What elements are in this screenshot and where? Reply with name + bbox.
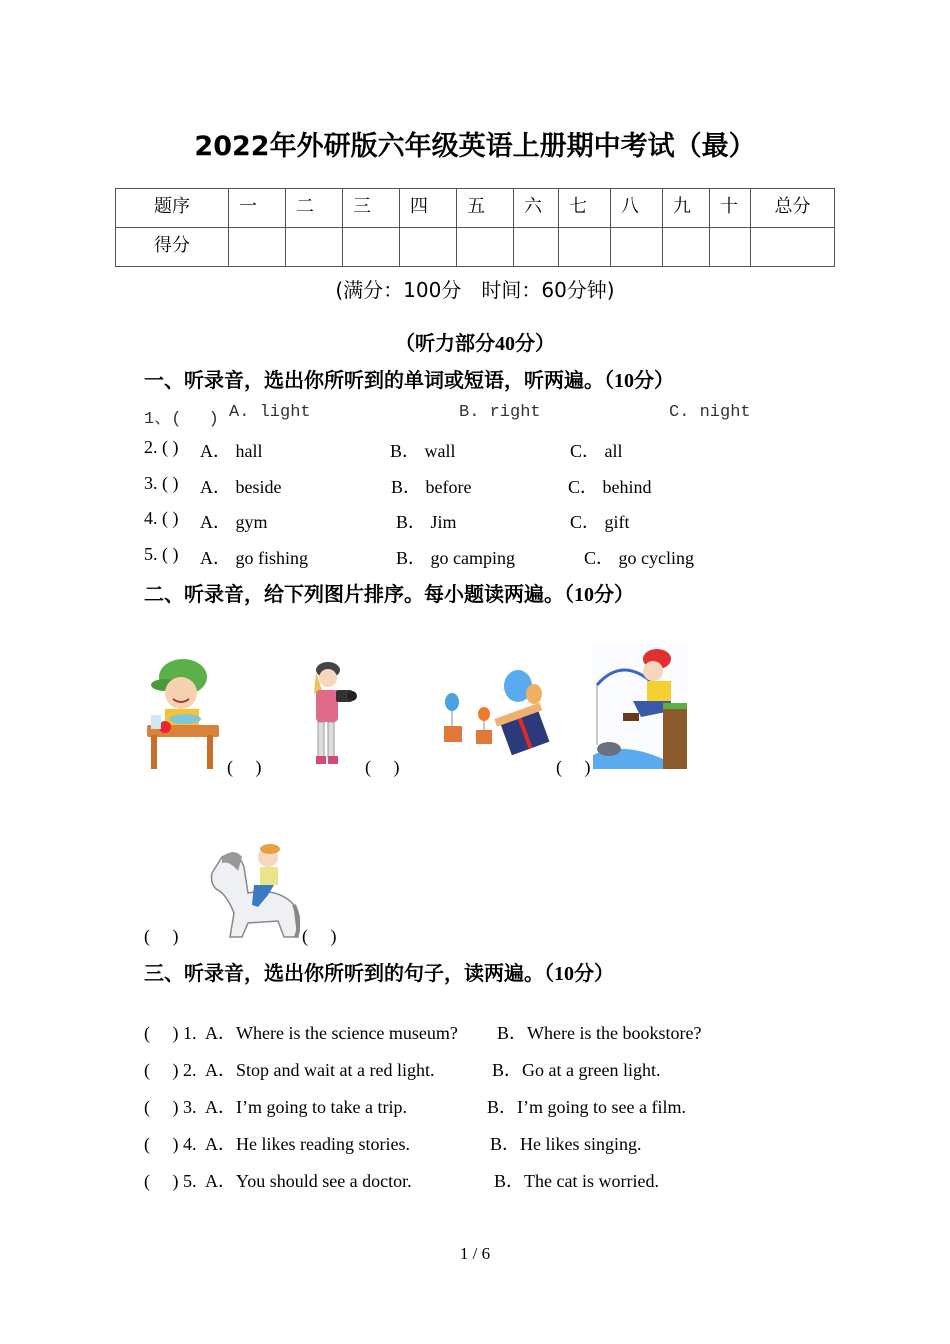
score-input-cell[interactable] xyxy=(229,228,286,267)
option-c: C． gift xyxy=(570,512,630,532)
option-a: A．I’m going to take a trip. xyxy=(205,1097,407,1117)
score-table-header-row xyxy=(116,189,835,228)
option-b: B． wall xyxy=(390,441,456,461)
option-b: B． before xyxy=(391,477,472,497)
score-input-cell[interactable] xyxy=(559,228,611,267)
score-header-cell: 六 xyxy=(514,189,559,228)
score-input-cell[interactable] xyxy=(663,228,710,267)
option-b: B．Where is the bookstore? xyxy=(497,1023,702,1043)
option-c: C． go cycling xyxy=(584,548,694,568)
item-number: ( ) 2. xyxy=(144,1060,197,1080)
option-a: A． beside xyxy=(200,477,282,497)
score-table-score-row xyxy=(116,228,835,267)
option-b: B． go camping xyxy=(396,548,515,568)
section1-heading: 一、听录音，选出你所听到的单词或短语，听两遍。（10分） xyxy=(144,370,674,392)
option-b: B．I’m going to see a film. xyxy=(487,1097,686,1117)
item-number: ( ) 1. xyxy=(144,1023,197,1043)
score-header-cell: 总分 xyxy=(751,189,835,228)
score-row-label: 得分 xyxy=(116,228,229,267)
score-header-cell: 五 xyxy=(457,189,514,228)
score-input-cell[interactable] xyxy=(514,228,559,267)
option-a: A． gym xyxy=(200,512,268,532)
option-a: A．Stop and wait at a red light. xyxy=(205,1060,435,1080)
option-b: B．Go at a green light. xyxy=(492,1060,661,1080)
page-number: 1 / 6 xyxy=(459,1244,491,1263)
answer-blank[interactable]: ( ) xyxy=(302,926,337,946)
score-input-cell[interactable] xyxy=(457,228,514,267)
score-header-cell: 三 xyxy=(343,189,400,228)
option-b: B．He likes singing. xyxy=(490,1134,642,1154)
option-a: A．You should see a doctor. xyxy=(205,1171,412,1191)
option-c: C. night xyxy=(669,403,751,422)
option-b: B．The cat is worried. xyxy=(494,1171,659,1191)
score-input-cell[interactable] xyxy=(611,228,663,267)
option-a: A．Where is the science museum? xyxy=(205,1023,458,1043)
boy-horse-picture xyxy=(208,843,300,939)
boy-eating-picture xyxy=(143,655,223,770)
option-b: B. right xyxy=(459,403,541,422)
girl-camera-picture xyxy=(300,660,360,768)
score-header-cell: 四 xyxy=(400,189,457,228)
score-table xyxy=(115,188,835,267)
score-header-cell: 一 xyxy=(229,189,286,228)
score-input-cell[interactable] xyxy=(343,228,400,267)
answer-blank[interactable]: ( ) xyxy=(144,926,179,946)
item-number: 5. ( ) xyxy=(144,544,179,564)
option-a: A． go fishing xyxy=(200,548,308,568)
section3-heading: 三、听录音，选出你所听到的句子，读两遍。（10分） xyxy=(144,963,614,985)
section2-heading: 二、听录音，给下列图片排序。每小题读两遍。（10分） xyxy=(144,584,634,606)
option-a: A． hall xyxy=(200,441,263,461)
option-b: B． Jim xyxy=(396,512,457,532)
score-input-cell[interactable] xyxy=(286,228,343,267)
score-header-cell: 八 xyxy=(611,189,663,228)
score-header-cell: 题序 xyxy=(116,189,229,228)
score-header-cell: 九 xyxy=(663,189,710,228)
item-number: 2. ( ) xyxy=(144,437,179,457)
score-input-cell[interactable] xyxy=(400,228,457,267)
score-input-cell[interactable] xyxy=(751,228,835,267)
item-number: ( ) 3. xyxy=(144,1097,197,1117)
score-header-cell: 二 xyxy=(286,189,343,228)
item-number: ( ) 5. xyxy=(144,1171,197,1191)
score-input-cell[interactable] xyxy=(710,228,751,267)
item-number: 4. ( ) xyxy=(144,508,179,528)
answer-blank[interactable]: ( ) xyxy=(227,757,262,777)
gift-balloon-picture xyxy=(440,668,552,760)
option-c: C． all xyxy=(570,441,623,461)
score-header-cell: 十 xyxy=(710,189,751,228)
boy-fishing-picture xyxy=(593,645,687,769)
item-number: ( ) 4. xyxy=(144,1134,197,1154)
answer-blank[interactable]: ( ) xyxy=(365,757,400,777)
document-title: 2022年外研版六年级英语上册期中考试（最） xyxy=(194,131,756,162)
option-a: A. light xyxy=(229,403,311,422)
listening-header: （听力部分40分） xyxy=(395,333,555,355)
item-number: 1、( ) xyxy=(144,410,219,429)
item-number: 3. ( ) xyxy=(144,473,179,493)
option-a: A．He likes reading stories. xyxy=(205,1134,410,1154)
score-header-cell: 七 xyxy=(559,189,611,228)
option-c: C． behind xyxy=(568,477,652,497)
exam-info: (满分：100分 时间：60分钟) xyxy=(335,278,615,302)
answer-blank[interactable]: ( ) xyxy=(556,757,591,777)
